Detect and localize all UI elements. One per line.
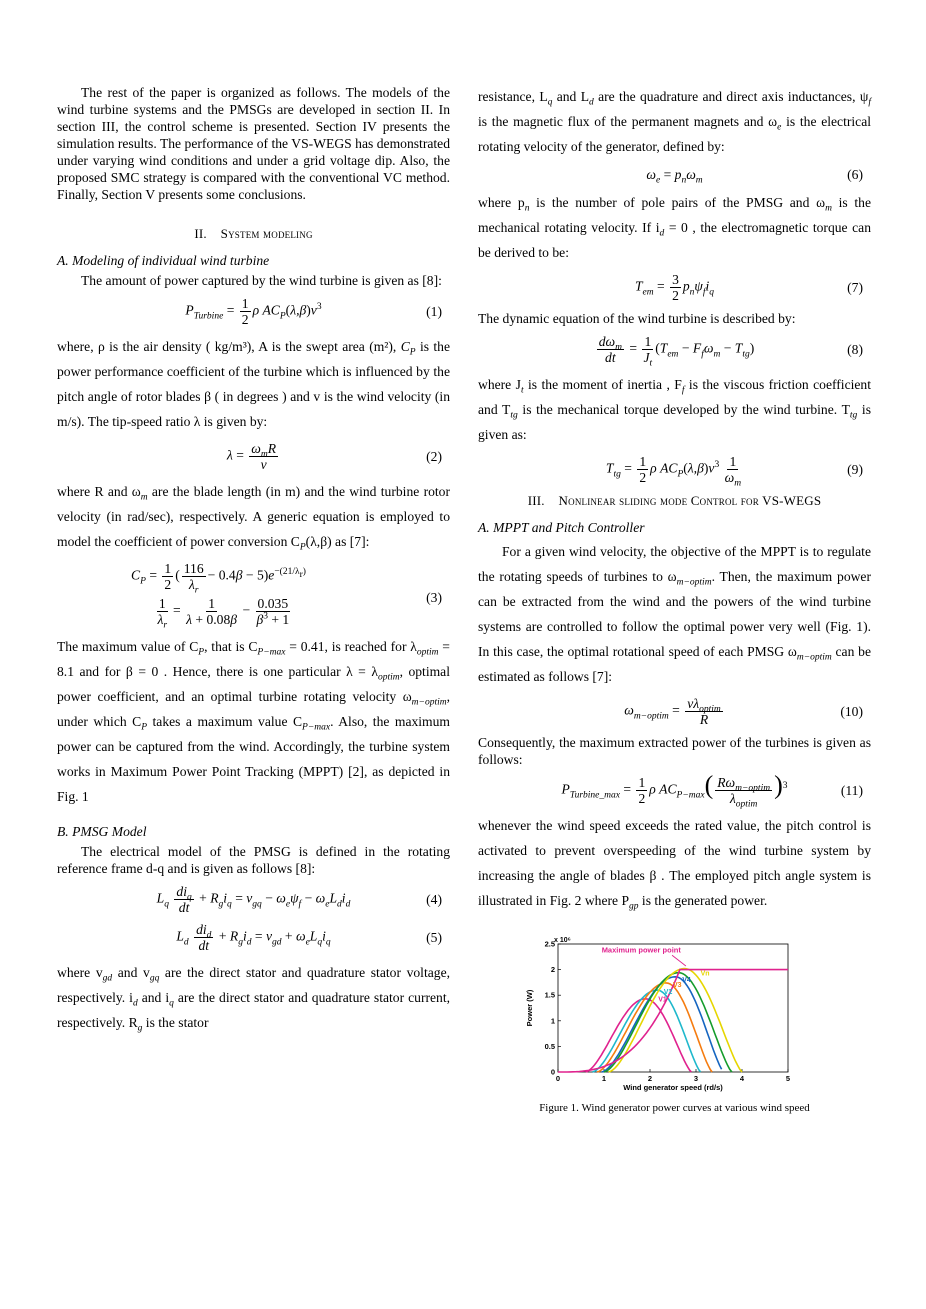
equation-6-number: (6) bbox=[847, 167, 863, 182]
x-tick-label: 3 bbox=[693, 1074, 699, 1083]
equation-2-number: (2) bbox=[426, 449, 442, 464]
paragraph-r6: Consequently, the maximum extracted power of the turbines is given as follows: bbox=[478, 735, 871, 767]
equation-4-number: (4) bbox=[426, 892, 442, 907]
section-2-title: System modeling bbox=[220, 226, 313, 241]
equation-11: $P_{Turbine\_max}$ = $\frac{1}{2}$ ρ $AC_{P-max}$( $\frac{R\omega_{m-optim}}{\lambda_{optim}}$ )$^3$ (11) bbox=[561, 770, 863, 810]
figure-1-chart bbox=[522, 934, 798, 1100]
y-tick-label: 0.5 bbox=[544, 1041, 555, 1051]
x-tick-label: 5 bbox=[785, 1074, 791, 1083]
equation-8: $\frac{d\omega_m}{dt}$ = $\frac{1}{J_t}$ $(T_{em} - F_f\omega_m - T_{tg})$ (8) bbox=[598, 334, 863, 369]
intro-paragraph: The rest of the paper is organized as follows. The models of the wind turbine systems and the PMSGs are developed in section II. In section III, the control scheme is presented. Section IV presents the simulation results. The performance of the VS-WEGS has demonstrated under varying wind conditions and under a grid voltage dip. Also, the proposed SMC strategy is compared with the conventional VC method. Finally, Section V presents some conclusions. bbox=[57, 85, 450, 202]
series-label-v2: V2 bbox=[663, 989, 673, 997]
equation-8-number: (8) bbox=[847, 342, 863, 357]
paragraph-r5: For a given wind velocity, the objective of the MPPT is to regulate the rotating speeds of turbines to $\omega_{m-optim}$. Then, the maximum power can be extracted from the wind and the powers of the wind turbine systems are controlled to follow the optimal power very well (Fig. 1). In this case, the optimal rotational speed of each PMSG $\omega_{m-optim}$ can be estimated as follows [7]: bbox=[478, 544, 871, 684]
paragraph-r1: resistance, $L_q$ and $L_d$ are the quadrature and direct axis inductances, $\psi_f$ is the magnetic flux of the permanent magnets and $\omega_e$ is the electrical rotating velocity of the generator, defined by: bbox=[478, 89, 872, 154]
paragraph-r2: where $p_n$ is the number of pole pairs of the PMSG and $\omega_m$ is the mechanical rotating velocity. If $i_d = 0$ , the electromagnetic torque can be derived to be: bbox=[478, 195, 872, 260]
section-3-heading bbox=[478, 492, 871, 509]
equation-10-number: (10) bbox=[840, 704, 863, 719]
equation-5: $L_d$ $\frac{di_d}{dt}$ + $R_gi_d = v_{gd} + \omega_eL_qi_q$ (5) bbox=[176, 922, 442, 953]
paragraph-r4: where $J_t$ is the moment of inertia , $F_f$ is the viscous friction coefficient and $T_{tg}$ is the mechanical torque developed by the wind turbine. $T_{tg}$ is given as: bbox=[478, 377, 871, 442]
paragraph-r7: whenever the wind speed exceeds the rated value, the pitch control is activated to prevent overspeeding of the wind turbine system by increasing the angle of blades β . The employed pitch angle system is illustrated in Fig. 2 where $P_{gp}$ is the generated power. bbox=[478, 818, 871, 912]
equation-10: $\omega_{m-optim}$ = $\frac{v\lambda_{optim}}{R}$ (10) bbox=[624, 696, 863, 727]
x-axis-label: Wind generator speed (rd/s) bbox=[623, 1083, 723, 1092]
series-label-v4: V4 bbox=[682, 976, 691, 984]
equation-2: λ = $\frac{\omega_mR}{v}$ (2) bbox=[226, 441, 442, 472]
equation-11-number: (11) bbox=[840, 783, 863, 798]
paragraph-a2: where, ρ is the air density ( kg/m³), A is the swept area (m²), $C_P$ is the power performance coefficient of the turbine which is influenced by the pitch angle of rotor blades β ( in degrees ) and v is the wind velocity (in m/s). The tip-speed ratio λ is given by: bbox=[57, 339, 450, 429]
equation-4: $L_q$ $\frac{di_q}{dt}$ + $R_gi_q = v_{gq} - \omega_e\psi_f - \omega_eL_di_d$ (4) bbox=[156, 884, 442, 915]
y-tick-label: 2.5 bbox=[544, 939, 555, 949]
right-column bbox=[478, 84, 871, 913]
x-tick-label: 2 bbox=[647, 1074, 653, 1083]
subsection-a-heading: A. Modeling of individual wind turbine bbox=[57, 253, 270, 268]
paragraph-r3: The dynamic equation of the wind turbine is described by: bbox=[478, 311, 796, 326]
paragraph-a3: where R and $\omega_m$ are the blade length (in m) and the wind turbine rotor velocity (in rad/sec), respectively. A generic equation is employed to model the coefficient of power conversion $C_P(\lambda,\beta)$ as [7]: bbox=[57, 484, 450, 553]
y-multiplier: x 10⁶ bbox=[554, 937, 571, 944]
x-tick-label: 4 bbox=[739, 1074, 745, 1083]
equation-9-number: (9) bbox=[847, 462, 863, 477]
paragraph-a4: The maximum value of $C_P$, that is $C_{P-max} = 0.41$, is reached for $\lambda_{optim} = 8.1$ and for β = 0 . Hence, there is one particular $\lambda = \lambda_{optim}$, optimal power coefficient, and an optimal turbine rotating velocity $\omega_{m-optim}$, under which $C_P$ takes a maximum value $C_{P-max}$. Also, the maximum power can be captured from the wind. Accordingly, the turbine system works in Maximum Power Point Tracking (MPPT) [2], as depicted in Fig. 1 bbox=[57, 639, 451, 804]
equation-7: $T_{em}$ = $\frac{3}{2}$ $p_n\psi_fi_q$ (7) bbox=[634, 272, 863, 303]
equation-3-number: (3) bbox=[426, 590, 442, 605]
paragraph-a1: The amount of power captured by the wind turbine is given as [8]: bbox=[81, 273, 442, 288]
y-tick-label: 1 bbox=[550, 1016, 555, 1026]
x-tick-label: 0 bbox=[555, 1074, 561, 1083]
equation-7-number: (7) bbox=[847, 280, 863, 295]
equation-3: $C_P$ = $\frac{1}{2}$ ( $\frac{116}{\lambda_r}$ − $0.4\beta - 5)e^{-(21/\lambda_r)}$ $\frac{1}{\lambda_r}$ = $\frac{1}{\lambda + 0.08\beta}$ − $\frac{0.035}{\beta^3 + 1}$ (3) bbox=[131, 561, 442, 631]
y-tick-label: 2 bbox=[550, 965, 555, 975]
left-column bbox=[57, 84, 450, 1035]
equation-5-number: (5) bbox=[426, 930, 442, 945]
section-2-heading bbox=[57, 225, 450, 242]
annotation-max-power-point: Maximum power point bbox=[601, 945, 681, 955]
subsection-3a-heading: A. MPPT and Pitch Controller bbox=[478, 520, 645, 535]
subsection-b-heading: B. PMSG Model bbox=[57, 824, 147, 839]
series-label-v1: V1 bbox=[658, 996, 667, 1004]
section-3-number: III. bbox=[527, 493, 545, 508]
x-tick-label: 1 bbox=[601, 1074, 607, 1083]
series-label-vn: Vn bbox=[700, 970, 710, 978]
equation-1: $P_{Turbine}$ = $\frac{1}{2}$ ρ $AC_P(\lambda,\beta)v^3$ (1) bbox=[185, 296, 442, 327]
figure-1-caption: Figure 1. Wind generator power curves at various wind speed bbox=[539, 1102, 810, 1114]
paragraph-b2: where $v_{gd}$ and $v_{gq}$ are the direct stator and quadrature stator voltage, respectively. $i_d$ and $i_q$ are the direct stator and quadrature stator current, respectively. $R_g$ is the stator bbox=[57, 965, 451, 1034]
equation-1-number: (1) bbox=[426, 304, 442, 319]
equation-6: $\omega_e = p_n\omega_m$ (6) bbox=[646, 167, 863, 186]
section-2-number: II. bbox=[194, 226, 207, 241]
y-tick-label: 0 bbox=[550, 1067, 555, 1077]
y-axis-label: Power (W) bbox=[525, 989, 534, 1027]
series-label-v3: V3 bbox=[673, 982, 682, 990]
equation-9: $T_{tg}$ = $\frac{1}{2}$ ρ $AC_P(\lambda,\beta)v^3$ $\frac{1}{\omega_m}$ (9) bbox=[605, 454, 863, 489]
y-tick-label: 1.5 bbox=[544, 990, 555, 1000]
section-3-title: Nonlinear sliding mode Control for VS-WEGS bbox=[558, 493, 822, 508]
paragraph-b1: The electrical model of the PMSG is defined in the rotating reference frame d-q and is given as follows [8]: bbox=[57, 844, 450, 876]
